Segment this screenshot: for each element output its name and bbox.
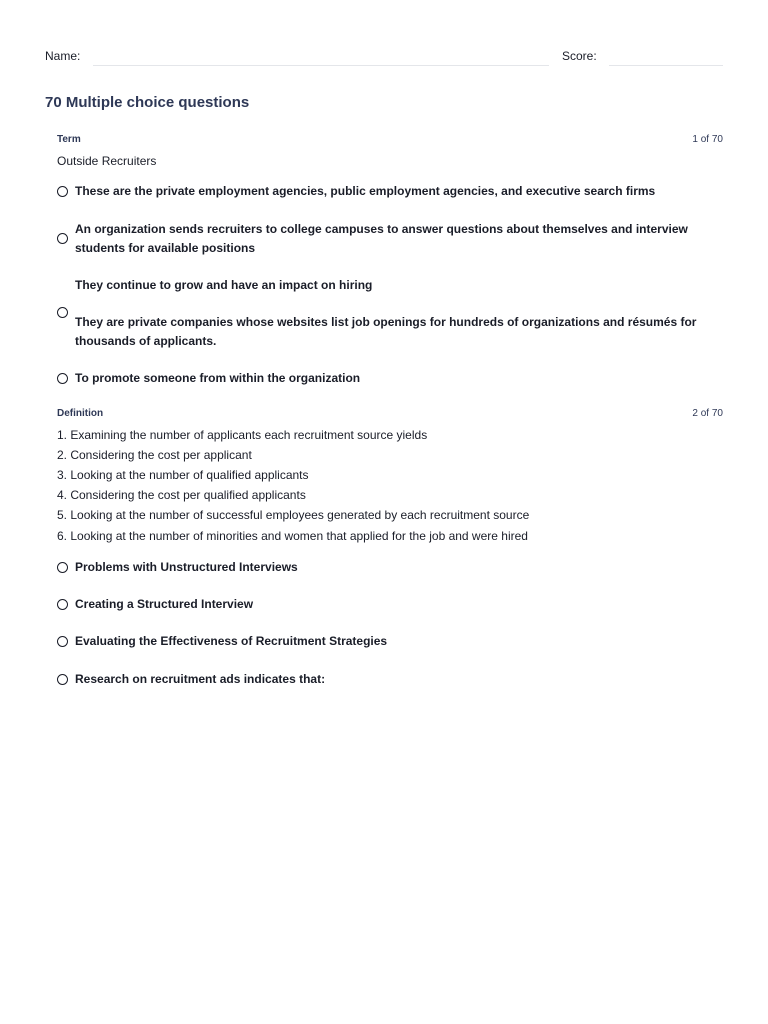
radio-button[interactable]: [57, 233, 68, 244]
answer-option[interactable]: Research on recruitment ads indicates that:: [75, 672, 326, 686]
question-2-header: [57, 408, 723, 422]
score-label: Score:: [562, 49, 597, 63]
definition-line: 6. Looking at the number of minorities and women that applied for the job and were hired: [57, 529, 528, 543]
answer-option[interactable]: An organization sends recruiters to college campuses to answer questions about themselves and interview students for available positions: [75, 222, 688, 255]
question-counter: 1 of 70: [692, 134, 723, 145]
answer-option[interactable]: To promote someone from within the organization: [75, 371, 361, 385]
radio-button[interactable]: [57, 636, 68, 647]
answer-option[interactable]: They are private companies whose websites list job openings for hundreds of organizations and résumés for thousands of applicants.: [75, 315, 697, 348]
answer-option[interactable]: Evaluating the Effectiveness of Recruitment Strategies: [75, 634, 388, 648]
radio-button[interactable]: [57, 186, 68, 197]
name-label: Name:: [45, 49, 81, 63]
answer-option[interactable]: Creating a Structured Interview: [75, 597, 254, 611]
radio-button[interactable]: [57, 562, 68, 573]
answer-option[interactable]: They continue to grow and have an impact on hiring: [75, 278, 373, 292]
radio-button[interactable]: [57, 373, 68, 384]
question-prompt: Outside Recruiters: [57, 154, 157, 168]
radio-button[interactable]: [57, 674, 68, 685]
definition-line: 2. Considering the cost per applicant: [57, 448, 252, 462]
question-kind: Term: [57, 134, 81, 145]
radio-button[interactable]: [57, 307, 68, 318]
page-title: 70 Multiple choice questions: [45, 94, 250, 111]
name-input-line[interactable]: [93, 65, 549, 66]
worksheet-header: [45, 49, 723, 67]
definition-line: 1. Examining the number of applicants each recruitment source yields: [57, 428, 428, 442]
answer-option[interactable]: These are the private employment agencies, public employment agencies, and executive search firms: [75, 184, 656, 198]
definition-line: 5. Looking at the number of successful employees generated by each recruitment source: [57, 508, 530, 522]
question-counter: 2 of 70: [692, 408, 723, 419]
definition-line: 4. Considering the cost per qualified applicants: [57, 488, 306, 502]
score-input-line[interactable]: [609, 65, 723, 66]
definition-line: 3. Looking at the number of qualified applicants: [57, 468, 309, 482]
question-kind: Definition: [57, 408, 104, 419]
radio-button[interactable]: [57, 599, 68, 610]
answer-option[interactable]: Problems with Unstructured Interviews: [75, 560, 298, 574]
question-1-header: [57, 134, 723, 148]
